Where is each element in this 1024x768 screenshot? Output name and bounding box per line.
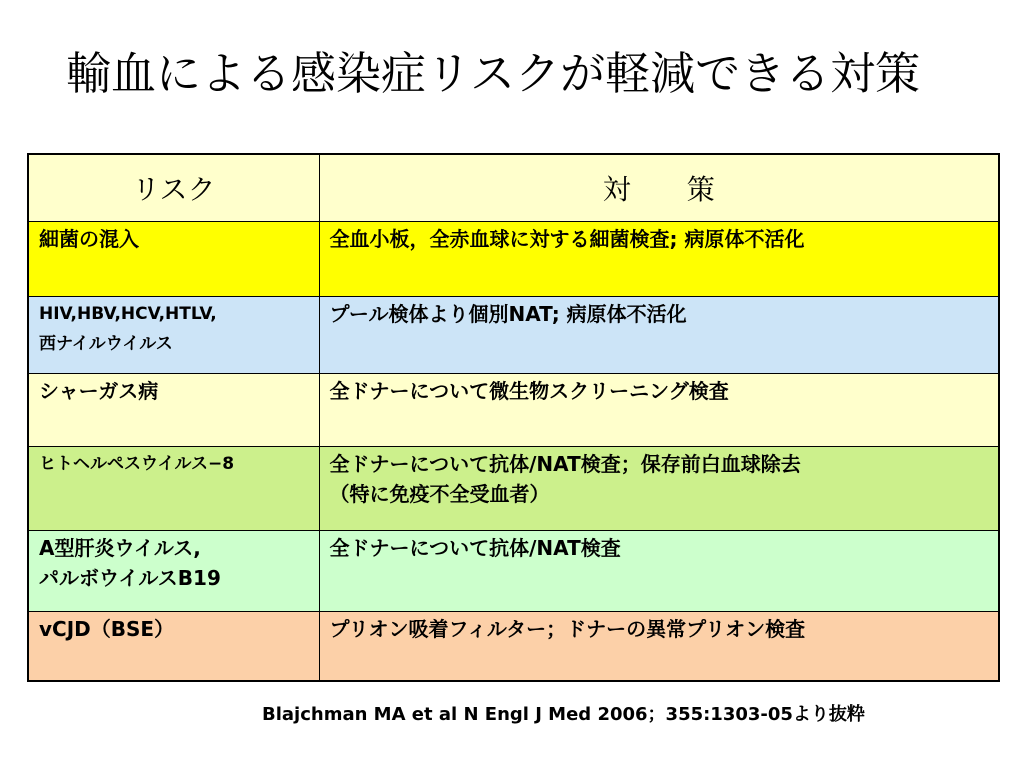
risk-text: HIV,HBV,HCV,HTLV,: [39, 304, 217, 324]
risk-cell: [28, 531, 319, 612]
measure-cell: [319, 297, 999, 374]
header-measure: 対 策: [319, 154, 999, 222]
risk-text: 細菌の混入: [39, 227, 139, 251]
measure-text: 全ドナーについて抗体/NAT検査: [329, 536, 621, 560]
risk-cell: [28, 612, 319, 681]
risk-text: vCJD（BSE）: [39, 617, 175, 641]
table-row: [28, 531, 999, 612]
source-citation: Blajchman MA et al N Engl J Med 2006；355:1303-05より抜粋: [262, 704, 865, 725]
measure-text: 全ドナーについて抗体/NAT検査；保存前白血球除去: [329, 452, 801, 476]
risk-cell: [28, 222, 319, 297]
measure-text: 全ドナーについて微生物スクリーニング検査: [329, 379, 729, 403]
risk-text: 西ナイルウイルス: [39, 334, 173, 354]
risk-text: A型肝炎ウイルス,: [39, 536, 201, 560]
header-risk: リスク: [28, 154, 319, 222]
measure-text: プール検体より個別NAT; 病原体不活化: [329, 302, 687, 326]
measure-cell: [319, 222, 999, 297]
table-row: [28, 374, 999, 447]
table-row: [28, 297, 999, 374]
risk-cell: [28, 447, 319, 531]
risk-cell: [28, 374, 319, 447]
measure-text: （特に免疫不全受血者）: [329, 482, 550, 506]
table-row: [28, 447, 999, 531]
table-row: [28, 612, 999, 681]
measure-cell: [319, 447, 999, 531]
measure-cell: [319, 531, 999, 612]
table-row: [28, 222, 999, 297]
risk-text: ヒトヘルペスウイルス−8: [39, 454, 235, 474]
risk-cell: [28, 297, 319, 374]
risk-measures-table: [27, 153, 1000, 682]
risk-text: シャーガス病: [39, 379, 159, 403]
table-header-row: [28, 154, 999, 222]
measure-text: 全血小板，全赤血球に対する細菌検査; 病原体不活化: [329, 227, 805, 251]
measure-cell: [319, 374, 999, 447]
measure-text: プリオン吸着フィルター；ドナーの異常プリオン検査: [329, 617, 806, 641]
slide-title: 輸血による感染症リスクが軽減できる対策: [66, 47, 921, 100]
measure-cell: [319, 612, 999, 681]
risk-text: パルボウイルスB19: [39, 566, 221, 590]
